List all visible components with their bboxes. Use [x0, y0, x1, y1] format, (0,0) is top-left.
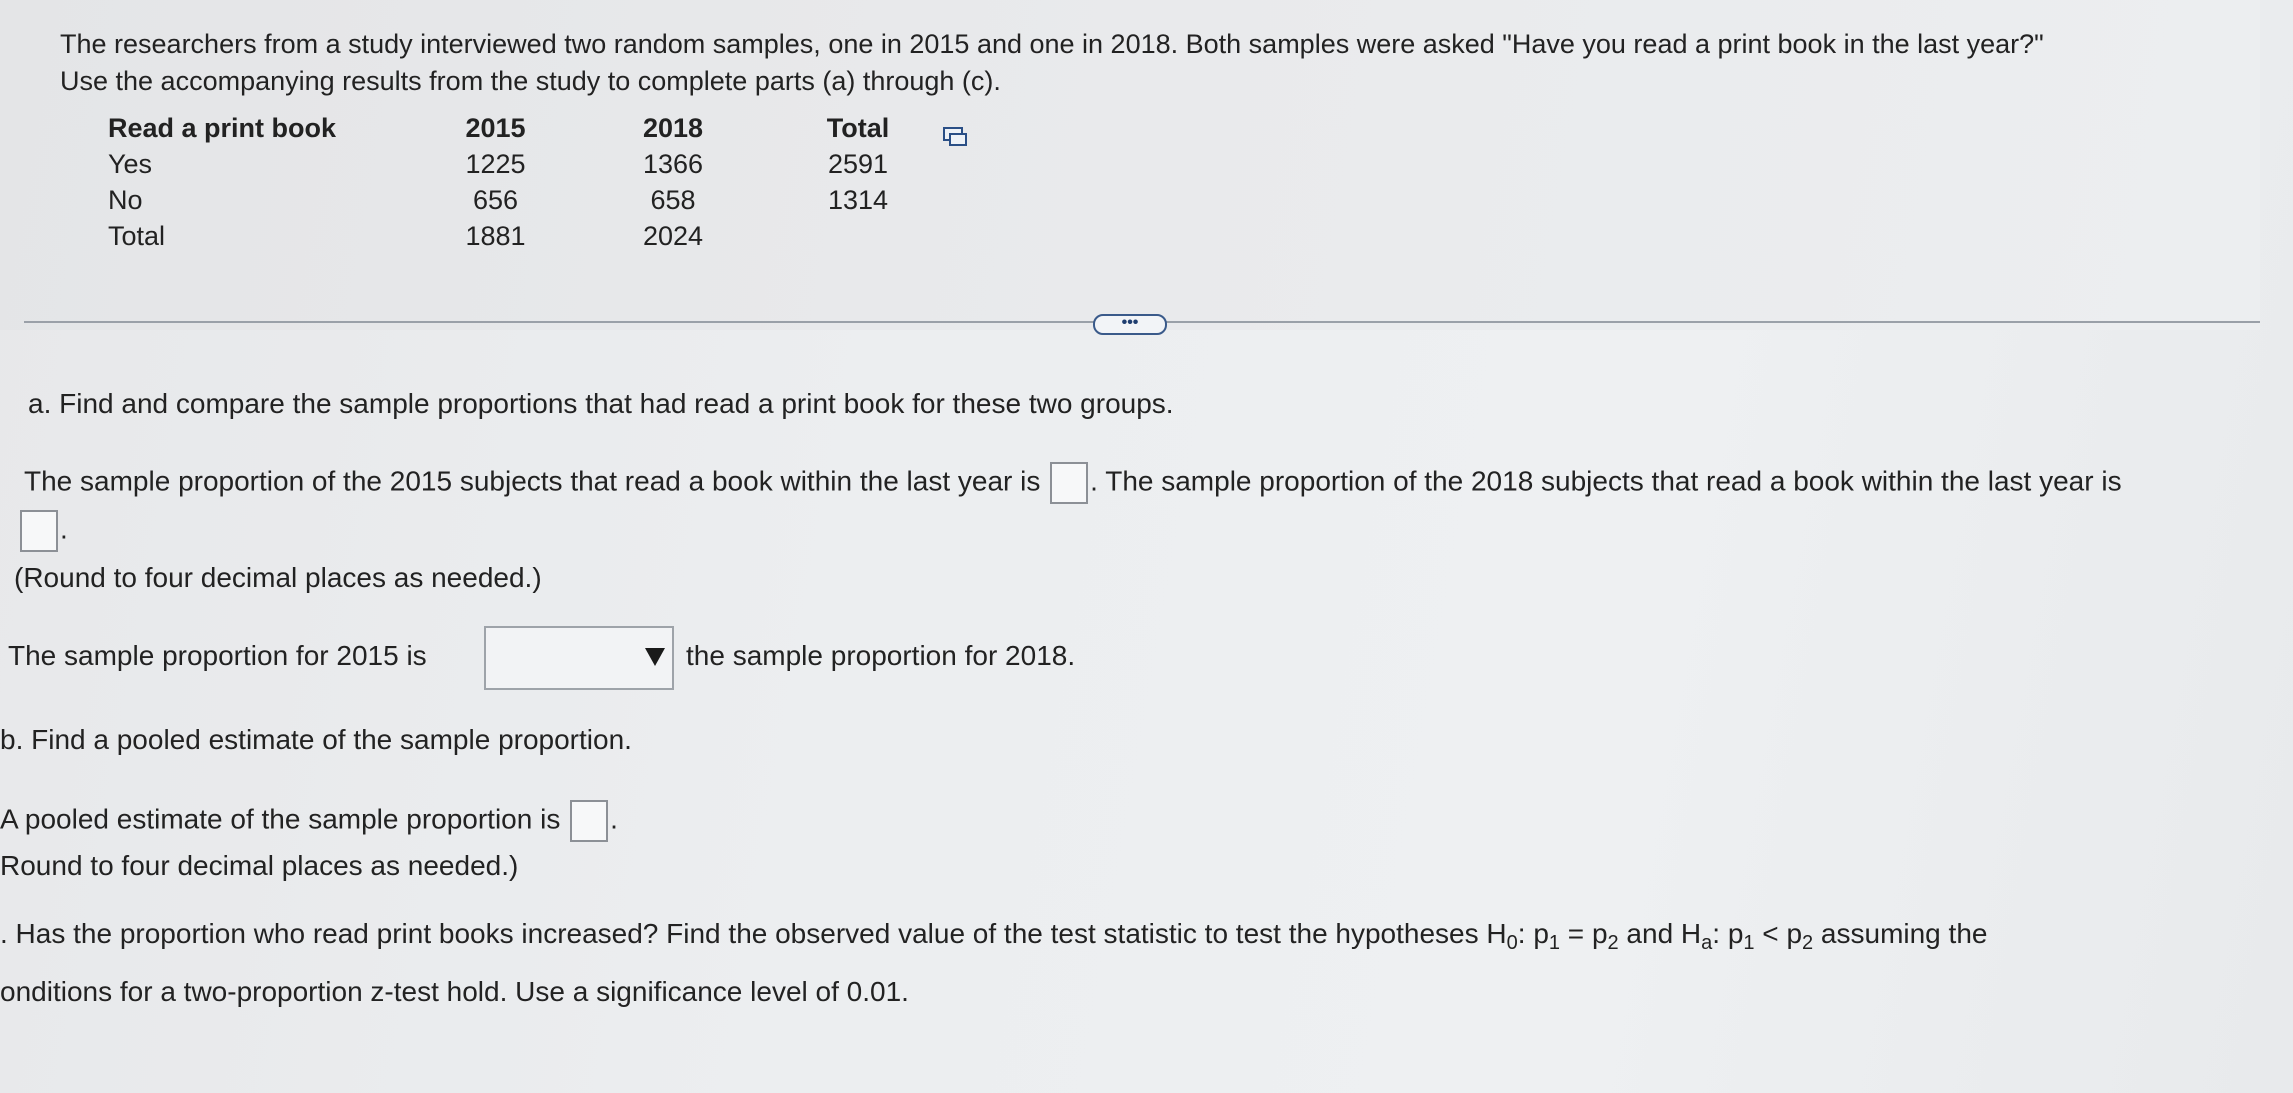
intro-line-1: The researchers from a study interviewed two random samples, one in 2015 and one in 2018. Both samples were asked "Have you read a print book in the last year?" [60, 29, 2044, 59]
part-b-sentence [0, 800, 618, 842]
part-b-round-note: Round to four decimal places as needed.) [0, 850, 519, 881]
data-table [108, 110, 953, 254]
table-cell [763, 218, 953, 254]
answer-box-pooled-estimate[interactable] [570, 800, 608, 842]
table-header: 2018 [642, 113, 704, 143]
table-cell: 2591 [827, 149, 889, 179]
part-a-heading: a. Find and compare the sample proportions that had read a print book for these two groups. [28, 388, 1174, 419]
table-cell: 1366 [642, 149, 704, 179]
table-cell: 1225 [465, 149, 526, 179]
table-cell: 656 [472, 185, 519, 215]
table-header: 2015 [465, 113, 526, 143]
part-a-sentence-1-end: . The sample proportion of the 2018 subjects that read a book within the last year is [1090, 465, 2122, 497]
table-row [108, 146, 953, 182]
part-a-compare-end: the sample proportion for 2018. [686, 640, 1076, 671]
table-header: Total [826, 113, 890, 143]
subscript: 1 [1743, 932, 1755, 954]
answer-box-2018-proportion[interactable] [20, 510, 58, 552]
part-a-sentence-1-start: The sample proportion of the 2015 subjects that read a book within the last year is [24, 465, 1041, 497]
part-a-sentence-2 [18, 510, 68, 552]
part-c-text: . Has the proportion who read print books increased? Find the observed value of the test statistic to test the hypotheses H [0, 918, 1507, 949]
table-cell: 1314 [827, 185, 889, 215]
part-b-heading: b. Find a pooled estimate of the sample proportion. [0, 724, 632, 755]
table-cell: 658 [650, 185, 696, 215]
part-c-line-2: onditions for a two-proportion z-test hold. Use a significance level of 0.01. [0, 976, 909, 1007]
subscript: 0 [1506, 932, 1518, 954]
subscript: 2 [1607, 932, 1619, 954]
period: . [610, 803, 618, 835]
table-header-row [108, 110, 953, 146]
table-cell: Yes [108, 149, 153, 179]
problem-intro [60, 26, 2210, 100]
answer-box-2015-proportion[interactable] [1050, 462, 1088, 504]
comparison-dropdown[interactable] [484, 626, 674, 690]
part-a-sentence-1 [24, 462, 2122, 504]
part-c-line-1 [0, 916, 1987, 961]
intro-line-2: Use the accompanying results from the study to complete parts (a) through (c). [60, 66, 1001, 96]
part-c-text: and H [1618, 918, 1702, 949]
subscript: 1 [1548, 932, 1561, 954]
part-a-compare-start: The sample proportion for 2015 is [8, 640, 427, 671]
table-header: Read a print book [108, 113, 337, 143]
table-cell: 2024 [642, 221, 704, 251]
subscript: 2 [1802, 932, 1814, 954]
part-c-text: : p [1517, 918, 1549, 949]
part-c-text: = p [1560, 918, 1608, 949]
problem-statement-panel [0, 0, 2260, 330]
dropdown-arrow-icon [642, 642, 668, 672]
expand-more-button[interactable]: ••• [1093, 314, 1167, 335]
table-row [108, 182, 953, 218]
part-a-round-note: (Round to four decimal places as needed.) [14, 562, 542, 593]
table-row [108, 218, 953, 254]
copy-icon[interactable] [942, 126, 968, 148]
part-c-text: < p [1754, 918, 1803, 949]
part-c-text: assuming the [1813, 918, 1988, 949]
table-cell: 1881 [465, 221, 526, 251]
subscript: a [1701, 932, 1713, 954]
period: . [60, 513, 68, 545]
table-cell: No [108, 185, 143, 215]
table-cell: Total [108, 221, 166, 251]
part-c-text: : p [1712, 918, 1744, 949]
part-b-sentence-start: A pooled estimate of the sample proportion is [0, 803, 561, 835]
